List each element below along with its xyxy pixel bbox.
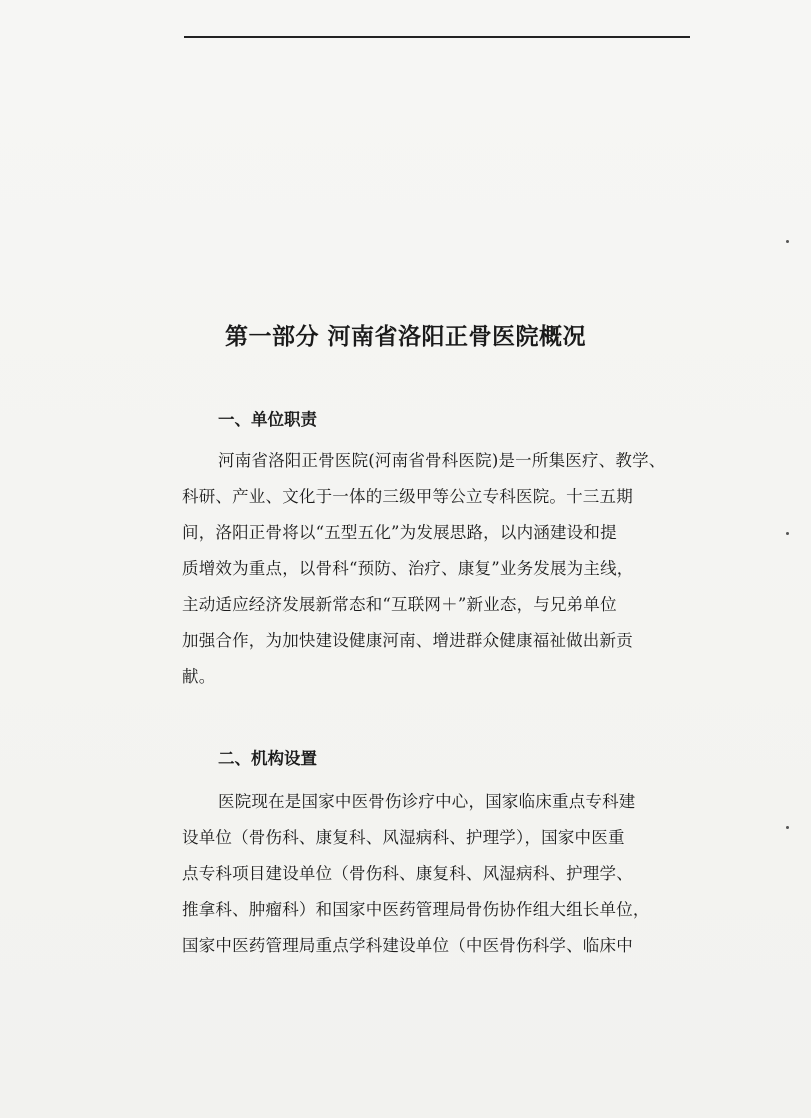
- part-title: 第一部分 河南省洛阳正骨医院概况: [224, 324, 586, 350]
- paragraph-line: 科研、产业、文化于一体的三级甲等公立专科医院。十三五期: [182, 487, 633, 506]
- section-heading-duties: 一、单位职责: [218, 410, 317, 429]
- scan-speck: [786, 532, 789, 535]
- paragraph-duties: [182, 443, 712, 695]
- paragraph-line: 点专科项目建设单位（骨伤科、康复科、风湿病科、护理学、: [182, 864, 633, 883]
- paragraph-line: 主动适应经济发展新常态和“互联网＋”新业态，与兄弟单位: [182, 595, 617, 614]
- scan-speck: [786, 826, 789, 829]
- scan-speck: [786, 240, 789, 243]
- paragraph-line: 国家中医药管理局重点学科建设单位（中医骨伤科学、临床中: [182, 936, 633, 955]
- header-rule: [184, 36, 690, 38]
- paragraph-line: 推拿科、肿瘤科）和国家中医药管理局骨伤协作组大组长单位，: [182, 900, 650, 919]
- paragraph-organization: [182, 784, 712, 964]
- paragraph-line: 献。: [182, 667, 216, 686]
- paragraph-line: 河南省洛阳正骨医院(河南省骨科医院)是一所集医疗、教学、: [218, 451, 666, 470]
- paragraph-line: 医院现在是国家中医骨伤诊疗中心，国家临床重点专科建: [218, 792, 636, 811]
- paragraph-line: 加强合作，为加快建设健康河南、增进群众健康福祉做出新贡: [182, 631, 633, 650]
- section-heading-organization: 二、机构设置: [218, 749, 317, 768]
- paragraph-line: 设单位（骨伤科、康复科、风湿病科、护理学），国家中医重: [182, 828, 625, 847]
- paragraph-line: 间，洛阳正骨将以“五型五化”为发展思路，以内涵建设和提: [182, 523, 617, 542]
- paragraph-line: 质增效为重点，以骨科“预防、治疗、康复”业务发展为主线，: [182, 559, 634, 578]
